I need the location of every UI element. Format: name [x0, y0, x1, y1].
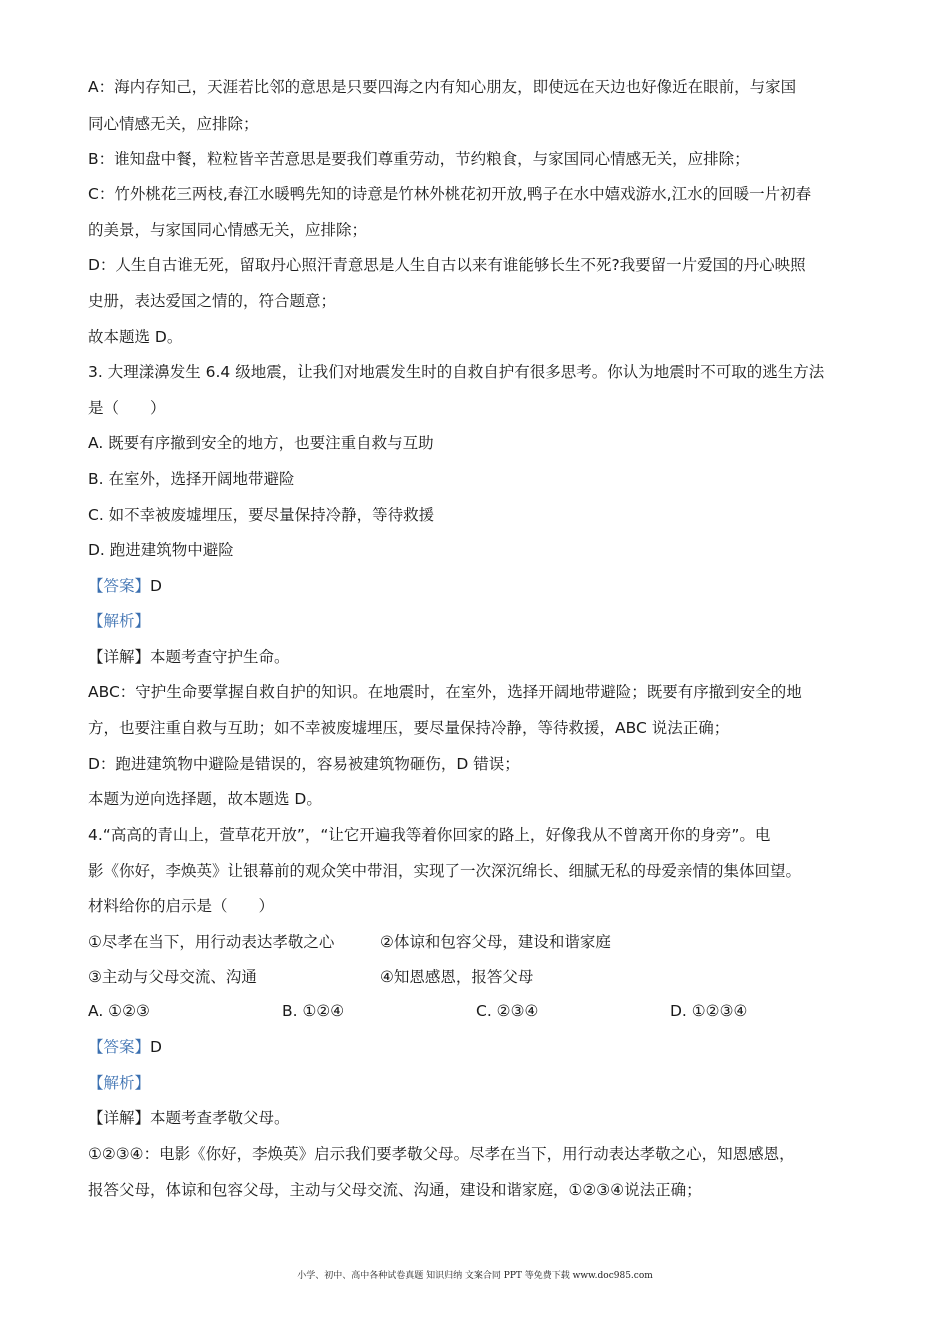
answer-tag: 【答案】 [88, 1038, 151, 1056]
q4-analysis-tag: 【解析】 [88, 1074, 151, 1092]
q3-answer [88, 576, 162, 596]
q3-abc-line2: 方，也要注重自救与互助；如不幸被废墟埋压，要尽量保持冷静，等待救援，ABC 说法正确； [88, 719, 730, 737]
q4-stem-line3: 材料给你的启示是（ ） [88, 897, 275, 915]
q3-option-c: C. 如不幸被废墟埋压，要尽量保持冷静，等待救援 [88, 506, 435, 524]
q4-explanation-line2: 报答父母，体谅和包容父母，主动与父母交流、沟通，建设和谐家庭，①②③④说法正确； [88, 1181, 702, 1199]
answer-value: D [150, 577, 162, 595]
q3-detail: 【详解】本题考查守护生命。 [88, 648, 290, 666]
q2-option-d-analysis-line2: 史册，表达爱国之情的，符合题意； [88, 292, 337, 310]
q2-option-a-analysis-line1: A：海内存知己，天涯若比邻的意思是只要四海之内有知心朋友，即使远在天边也好像近在眼前，与家国 [88, 78, 797, 96]
q3-option-b: B. 在室外，选择开阔地带避险 [88, 470, 295, 488]
q4-stem-line2: 影《你好，李焕英》让银幕前的观众笑中带泪，实现了一次深沉绵长、细腻无私的母爱亲情的集体回望。 [88, 862, 802, 880]
answer-value: D [150, 1038, 162, 1056]
q3-stem-line1: 3. 大理漾濞发生 6.4 级地震，让我们对地震发生时的自救自护有很多思考。你认为地震时不可取的逃生方法 [88, 363, 825, 381]
q2-option-a-analysis-line2: 同心情感无关，应排除； [88, 115, 259, 133]
q4-stem-line1: 4.“高高的青山上，萱草花开放”，“让它开遍我等着你回家的路上，好像我从不曾离开你的身旁”。电 [88, 826, 771, 844]
q2-conclusion: 故本题选 D。 [88, 328, 183, 346]
q4-option-b: B. ①②④ [282, 1002, 345, 1020]
answer-tag: 【答案】 [88, 577, 151, 595]
q3-stem-line2: 是（ ） [88, 399, 166, 417]
q4-option-a: A. ①②③ [88, 1002, 150, 1020]
q4-answer [88, 1037, 162, 1057]
q3-conclusion: 本题为逆向选择题，故本题选 D。 [88, 790, 322, 808]
q2-option-b-analysis: B：谁知盘中餐，粒粒皆辛苦意思是要我们尊重劳动，节约粮食，与家国同心情感无关，应排除； [88, 150, 750, 168]
q2-option-c-analysis-line2: 的美景，与家国同心情感无关，应排除； [88, 221, 368, 239]
q4-item-2: ②体谅和包容父母，建设和谐家庭 [380, 933, 611, 951]
q2-option-d-analysis-line1: D：人生自古谁无死，留取丹心照汗青意思是人生自古以来有谁能够长生不死?我要留一片爱国的丹心映照 [88, 256, 806, 274]
q4-detail: 【详解】本题考查孝敬父母。 [88, 1109, 290, 1127]
q2-option-c-analysis-line1: C：竹外桃花三两枝,春江水暖鸭先知的诗意是竹林外桃花初开放,鸭子在水中嬉戏游水,江水的回暖一片初春 [88, 185, 812, 203]
q4-item-3: ③主动与父母交流、沟通 [88, 968, 257, 986]
q4-item-1: ①尽孝在当下，用行动表达孝敬之心 [88, 933, 335, 951]
q4-explanation-line1: ①②③④：电影《你好，李焕英》启示我们要孝敬父母。尽孝在当下，用行动表达孝敬之心，知恩感恩， [88, 1145, 795, 1163]
q4-option-d: D. ①②③④ [670, 1002, 748, 1020]
q4-item-4: ④知恩感恩，报答父母 [380, 968, 534, 986]
q3-analysis-tag: 【解析】 [88, 612, 151, 630]
q3-abc-line1: ABC：守护生命要掌握自救自护的知识。在地震时，在室外，选择开阔地带避险；既要有序撤到安全的地 [88, 683, 802, 701]
q3-option-d: D. 跑进建筑物中避险 [88, 541, 234, 559]
q3-option-a: A. 既要有序撤到安全的地方，也要注重自救与互助 [88, 434, 434, 452]
page-footer: 小学、初中、高中各种试卷真题 知识归纳 文案合同 PPT 等免费下载 www.doc985.com [297, 1271, 653, 1281]
q4-option-c: C. ②③④ [476, 1002, 539, 1020]
q3-d-explanation: D：跑进建筑物中避险是错误的，容易被建筑物砸伤，D 错误； [88, 755, 520, 773]
